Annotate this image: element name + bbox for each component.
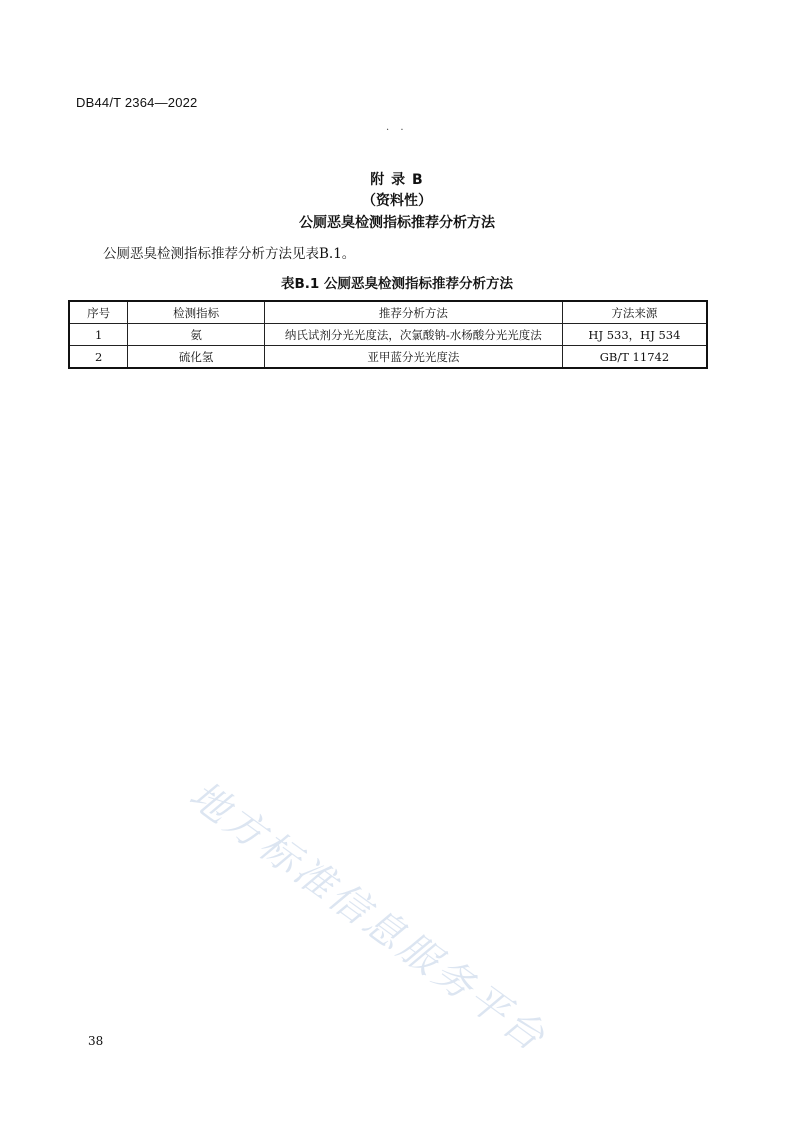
intro-paragraph: 公厕恶臭检测指标推荐分析方法见表B.1。 bbox=[103, 246, 356, 262]
header-method: 推荐分析方法 bbox=[264, 301, 562, 324]
analysis-methods-table bbox=[68, 300, 708, 369]
table-row bbox=[69, 346, 707, 369]
table-row bbox=[69, 324, 707, 346]
cell-indicator: 硫化氢 bbox=[128, 346, 265, 369]
cell-source: GB/T 11742 bbox=[562, 346, 707, 369]
cell-serial: 1 bbox=[69, 324, 128, 346]
cell-method: 亚甲蓝分光光度法 bbox=[264, 346, 562, 369]
header-indicator: 检测指标 bbox=[128, 301, 265, 324]
appendix-nature: （资料性） bbox=[362, 193, 432, 209]
page-number: 38 bbox=[88, 1034, 104, 1048]
header-dots: . . bbox=[386, 122, 408, 133]
document-code: DB44/T 2364—2022 bbox=[76, 95, 198, 110]
appendix-title: 附 录 B bbox=[370, 172, 424, 188]
cell-source: HJ 533，HJ 534 bbox=[562, 324, 707, 346]
cell-serial: 2 bbox=[69, 346, 128, 369]
appendix-heading: 公厕恶臭检测指标推荐分析方法 bbox=[299, 215, 495, 231]
cell-method: 纳氏试剂分光光度法，次氯酸钠-水杨酸分光光度法 bbox=[264, 324, 562, 346]
header-serial: 序号 bbox=[69, 301, 128, 324]
watermark: 地方标准信息服务平台 bbox=[180, 772, 556, 1062]
table-caption: 表B.1 公厕恶臭检测指标推荐分析方法 bbox=[280, 276, 513, 292]
cell-indicator: 氨 bbox=[128, 324, 265, 346]
header-source: 方法来源 bbox=[562, 301, 707, 324]
table-header-row bbox=[69, 301, 707, 324]
